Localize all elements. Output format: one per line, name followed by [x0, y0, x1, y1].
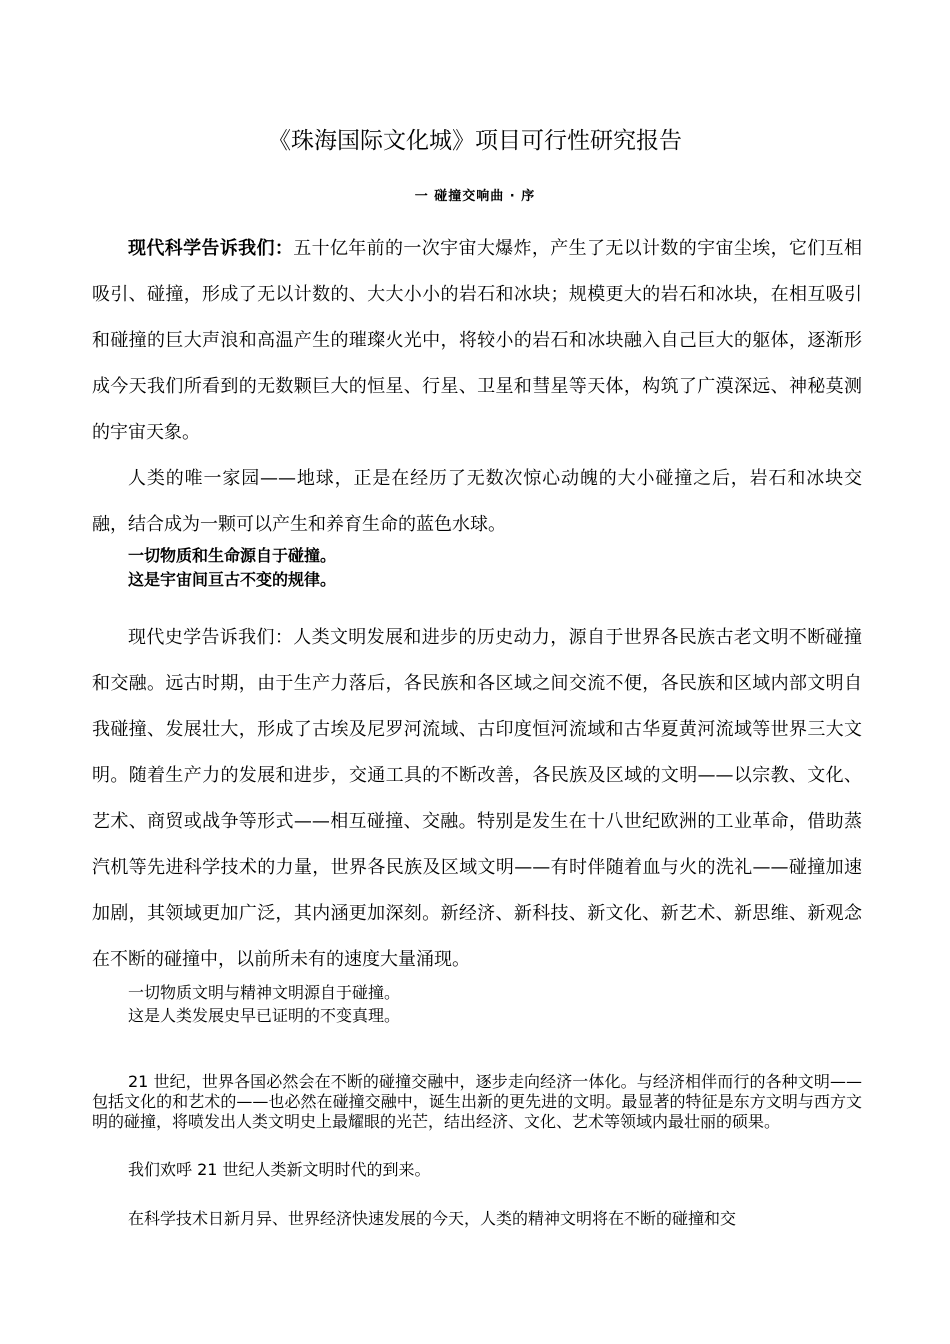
statement-3: 一切物质文明与精神文明源自于碰撞。: [128, 983, 401, 1002]
paragraph-closing: 在科学技术日新月异、世界经济快速发展的今天，人类的精神文明将在不断的碰撞和交: [128, 1209, 737, 1228]
bold-statement-2: 这是宇宙间亘古不变的规律。: [128, 570, 337, 589]
page-title: 《珠海国际文化城》项目可行性研究报告: [268, 128, 682, 154]
section-subtitle: 一 碰撞交响曲 · 序: [414, 189, 536, 204]
paragraph-body: 五十亿年前的一次宇宙大爆炸，产生了无以计数的宇宙尘埃，它们互相吸引、碰撞，形成了无以计数的、大大小小的岩石和冰块；规模更大的岩石和冰块，在相互吸引和碰撞的巨大声浪和高温产生的璀璨火光中，将较小的岩石和冰块融入自己巨大的躯体，逐渐形成今天我们所看到的无数颗巨大的恒星、行星、卫星和彗星等天体，构筑了广漠深远、神秘莫测的宇宙天象。: [92, 238, 863, 443]
paragraph-cosmos: [92, 226, 862, 456]
paragraph-history: 现代史学告诉我们：人类文明发展和进步的历史动力，源自于世界各民族古老文明不断碰撞和交融。远古时期，由于生产力落后，各民族和各区域之间交流不便，各民族和区域内部文明自我碰撞、发展壮大，形成了古埃及尼罗河流域、古印度恒河流域和古华夏黄河流域等世界三大文明。随着生产力的发展和进步，交通工具的不断改善，各民族及区域的文明——以宗教、文化、艺术、商贸或战争等形式——相互碰撞、交融。特别是发生在十八世纪欧洲的工业革命，借助蒸汽机等先进科学技术的力量，世界各民族及区域文明——有时伴随着血与火的洗礼——碰撞加速加剧，其领域更加广泛，其内涵更加深刻。新经济、新科技、新文化、新艺术、新思维、新观念在不断的碰撞中，以前所未有的速度大量涌现。: [92, 627, 862, 970]
statement-4: 这是人类发展史早已证明的不变真理。: [128, 1006, 401, 1025]
bold-statement-1: 一切物质和生命源自于碰撞。: [128, 546, 337, 565]
paragraph-lead: 现代科学告诉我们：: [128, 238, 294, 259]
paragraph-21st-century: 21 世纪，世界各国必然会在不断的碰撞交融中，逐步走向经济一体化。与经济相伴而行的各种文明——包括文化的和艺术的——也必然在碰撞交融中，诞生出新的更先进的文明。最显著的特征是东方文明与西方文明的碰撞，将喷发出人类文明史上最耀眼的光芒，结出经济、文化、艺术等领域内最壮丽的硕果。: [92, 1072, 862, 1131]
statement-5: 我们欢呼 21 世纪人类新文明时代的到来。: [128, 1160, 431, 1179]
paragraph-earth: 人类的唯一家园——地球，正是在经历了无数次惊心动魄的大小碰撞之后，岩石和冰块交融，结合成为一颗可以产生和养育生命的蓝色水球。: [92, 468, 862, 535]
